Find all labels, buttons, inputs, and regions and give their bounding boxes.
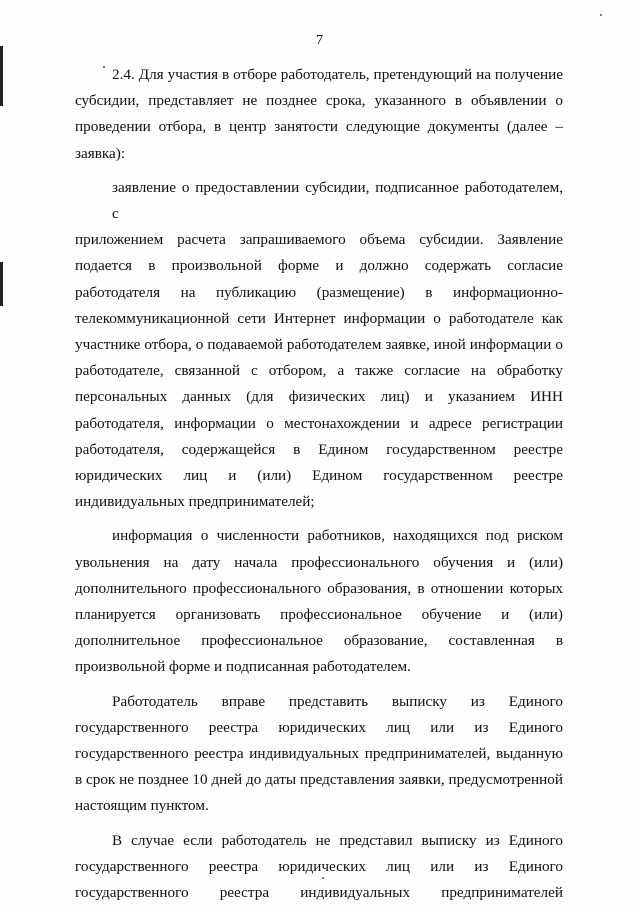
text-line: участнике отбора, о подаваемой работодателем заявке, иной информации о xyxy=(75,336,563,354)
text-line: дополнительное профессиональное образование, составленная в xyxy=(75,632,563,650)
paragraph-employee-info xyxy=(75,523,563,680)
text-line: В случае если работодатель не представил выписку из Единого xyxy=(112,831,563,849)
text-line: работодателя, содержащейся в Едином государственном реестре xyxy=(75,440,563,458)
text-line: увольнения на дату начала профессионального обучения и (или) xyxy=(75,553,563,571)
document-body xyxy=(75,62,563,906)
text-line: работодателя на публикацию (размещение) в информационно- xyxy=(75,283,563,301)
text-line: заявление о предоставлении субсидии, подписанное работодателем, с xyxy=(112,178,563,223)
text-line: приложением расчета запрашиваемого объема субсидии. Заявление xyxy=(75,231,563,249)
text-line: индивидуальных предпринимателей; xyxy=(75,493,315,511)
text-line: настоящим пунктом. xyxy=(75,797,209,815)
text-line: Работодатель вправе представить выписку из Единого xyxy=(112,692,563,710)
scan-edge-mark xyxy=(0,262,3,306)
text-line: в срок не позднее 10 дней до даты представления заявки, предусмотренной xyxy=(75,771,563,789)
text-line: телекоммуникационной сети Интернет информации о работодателе как xyxy=(75,309,563,327)
text-line: произвольной форме и подписанная работодателем. xyxy=(75,658,411,676)
paragraph-registry-extract xyxy=(75,689,563,820)
text-line: работодателе, связанной с отбором, а также согласие на обработку xyxy=(75,362,563,380)
scan-speck xyxy=(600,14,602,16)
text-line: проведении отбора, в центр занятости следующие документы (далее – xyxy=(75,118,563,136)
page-number: 7 xyxy=(316,33,323,48)
text-line: государственного реестра юридических лиц или из Единого xyxy=(75,857,563,875)
text-line: планируется организовать профессиональное обучение и (или) xyxy=(75,606,563,624)
text-line: государственного реестра индивидуальных предпринимателей, выданную xyxy=(75,745,563,763)
text-line: дополнительного профессионального образования, в отношении которых xyxy=(75,579,563,597)
text-line: информация о численности работников, находящихся под риском xyxy=(112,527,563,545)
text-line: 2.4. Для участия в отборе работодатель, претендующий на получение xyxy=(112,66,563,83)
paragraph-application xyxy=(75,175,563,516)
text-line: государственного реестра индивидуальных предпринимателей xyxy=(75,884,563,902)
text-line: подается в произвольной форме и должно содержать согласие xyxy=(75,257,563,275)
scan-edge-mark xyxy=(0,46,3,106)
text-line: субсидии, представляет не позднее срока, указанного в объявлении о xyxy=(75,92,563,110)
text-line: юридических лиц и (или) Едином государственном реестре xyxy=(75,467,563,485)
text-line: работодателя, информации о местонахождении и адресе регистрации xyxy=(75,414,563,432)
text-line: заявка): xyxy=(75,144,126,162)
paragraph-no-extract xyxy=(75,828,563,906)
paragraph-2-4 xyxy=(75,62,563,167)
text-line: персональных данных (для физических лиц) и указанием ИНН xyxy=(75,388,563,406)
text-line: государственного реестра юридических лиц или из Единого xyxy=(75,718,563,736)
